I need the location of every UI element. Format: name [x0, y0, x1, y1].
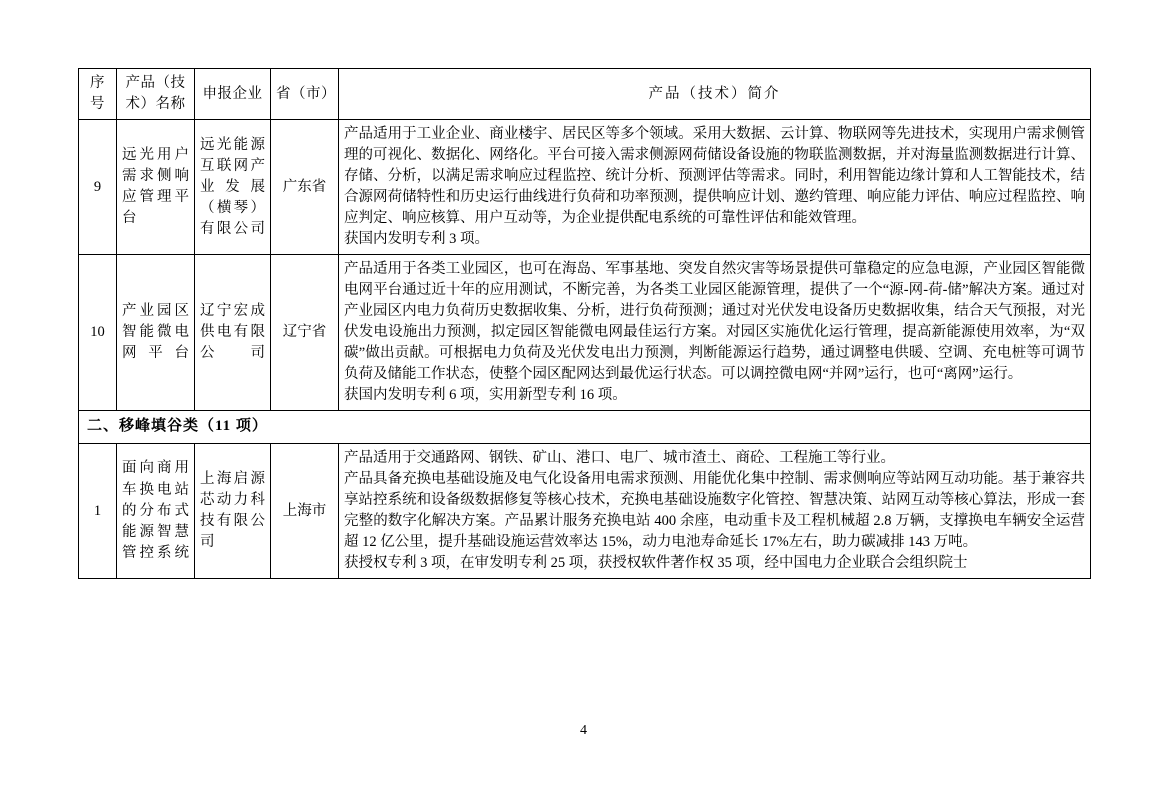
description-paragraph: 获授权专利 3 项，在审发明专利 25 项，获授权软件著作权 35 项，经中国电力企业联合会组织院士 [344, 555, 968, 572]
description-paragraph: 产品适用于交通路网、钢铁、矿山、港口、电厂、城市渣土、商砼、工程施工等行业。 [344, 449, 895, 466]
row-product-name: 远光用户需求侧响应管理平台 [117, 120, 195, 255]
header-cell-province: 省（市） [271, 69, 339, 120]
table-section-row [79, 411, 1091, 444]
description-paragraph: 产品适用于工业企业、商业楼宇、居民区等多个领域。采用大数据、云计算、物联网等先进技术，实现用户需求侧管理的可视化、数据化、网络化。平台可接入需求侧源网荷储设备设施的物联监测数据，并对海量监测数据进行计算、存储、分析，以满足需求响应过程监控、统计分析、预测评估等需求。同时，利用智能边缘计算和人工智能技术，结合源网荷储特性和历史运行曲线进行负荷和功率预测，提供响应计划、邀约管理、响应能力评估、响应过程监控、响应判定、响应核算、用户互动等，为企业提供配电系统的可靠性评估和能效管理。 [344, 126, 1085, 227]
row-enterprise: 上海启源芯动力科技有限公司 [195, 443, 271, 578]
header-cell-description: 产品（技术）简介 [339, 69, 1091, 120]
row-product-name: 产业园区智能微电网平台 [117, 255, 195, 411]
row-no: 1 [79, 443, 117, 578]
description-paragraph: 产品具备充换电基础设施及电气化设备用电需求预测、用能优化集中控制、需求侧响应等站网互动功能。基于兼容共享站控系统和设备级数据修复等核心技术，充换电基础设施数字化管控、智慧决策、站网互动等核心算法，形成一套完整的数字化解决方案。产品累计服务充换电站 400 余座，电动重卡及工程机械超 2.8 万辆，支撑换电车辆安全运营超 12 亿公里，提升基础设施运营效率达 15%，动力电池寿命延长 17%左右，助力碳减排 143 万吨。 [344, 471, 1085, 551]
row-product-name: 面向商用车换电站的分布式能源智慧管控系统 [117, 443, 195, 578]
row-description [339, 443, 1091, 578]
row-province: 上海市 [271, 443, 339, 578]
section-title: 二、移峰填谷类（11 项） [79, 411, 1091, 444]
header-cell-enterprise: 申报企业 [195, 69, 271, 120]
row-no: 9 [79, 120, 117, 255]
row-enterprise: 辽宁宏成供电有限公司 [195, 255, 271, 411]
description-paragraph: 产品适用于各类工业园区，也可在海岛、军事基地、突发自然灾害等场景提供可靠稳定的应急电源，产业园区智能微电网平台通过近十年的应用测试，不断完善，为各类工业园区能源管理，提供了一个“源-网-荷-储”解决方案。通过对产业园区内电力负荷历史数据收集、分析，进行负荷预测；通过对光伏发电设备历史数据收集，结合天气预报，对光伏发电设施出力预测，拟定园区智能微电网最佳运行方案。对园区实施优化运行管理，提高新能源使用效率，为“双碳”做出贡献。可根据电力负荷及光伏发电出力预测，判断能源运行趋势，通过调整电供暖、空调、充电桩等可调节负荷及储能工作状态，使整个园区配网达到最优运行状态。可以调控微电网“并网”运行，也可“离网”运行。 [344, 261, 1085, 383]
row-description [339, 120, 1091, 255]
row-province: 辽宁省 [271, 255, 339, 411]
row-enterprise: 远光能源互联网产业发展（横琴）有限公司 [195, 120, 271, 255]
table-row [79, 443, 1091, 578]
row-description [339, 255, 1091, 411]
row-no: 10 [79, 255, 117, 411]
table-header-row [79, 69, 1091, 120]
description-paragraph: 获国内发明专利 6 项，实用新型专利 16 项。 [344, 387, 627, 404]
description-paragraph: 获国内发明专利 3 项。 [344, 231, 489, 248]
header-cell-name: 产品（技术）名称 [117, 69, 195, 120]
row-province: 广东省 [271, 120, 339, 255]
page-number: 4 [580, 723, 587, 738]
header-cell-no: 序号 [79, 69, 117, 120]
table-row [79, 255, 1091, 411]
product-technology-table [78, 68, 1091, 579]
table-row [79, 120, 1091, 255]
